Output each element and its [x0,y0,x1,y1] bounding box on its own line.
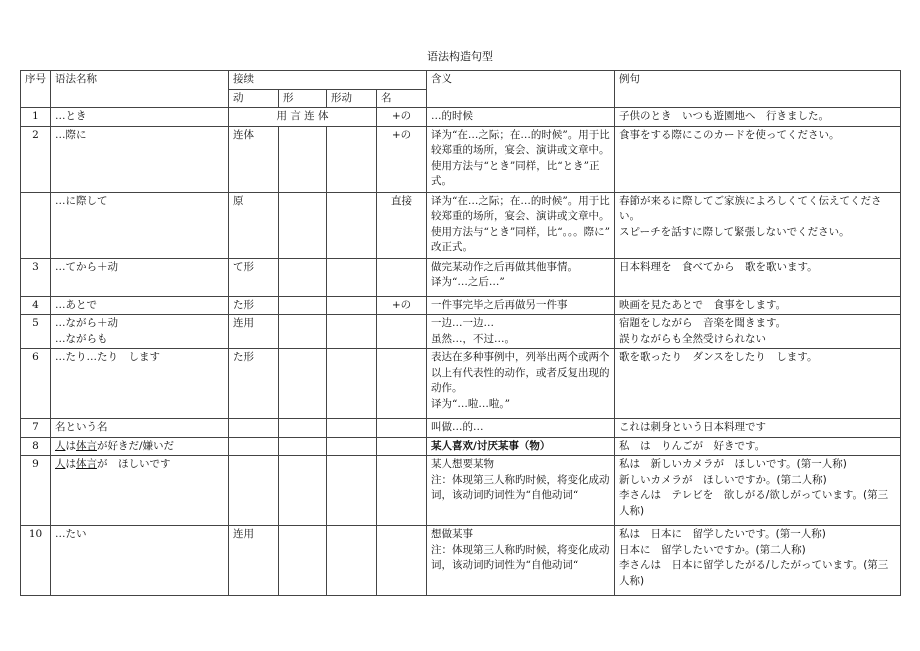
row-verb: 连用 [229,526,279,596]
row-adj [279,126,327,192]
row-example: 私は 新しいカメラが ほしいです。(第一人称) 新しいカメラが ほしいですか。(第二人称) 李さんは テレビを 欲しがる/欲しがっています。(第三人称) [615,456,901,526]
row-no: 6 [21,349,51,419]
row-meaning: 一件事完毕之后再做另一件事 [427,296,615,315]
row-name: …たり…たり します [51,349,229,419]
row-adjverb [327,349,377,419]
row-no [21,192,51,258]
table-row [21,108,901,127]
row-conn-merged: 用 言 连 体 [229,108,377,127]
row-verb: 连用 [229,315,279,349]
row-verb: 连体 [229,126,279,192]
row-noun [377,437,427,456]
row-meaning: 译为“在…之际；在…的时候”。用于比较郑重的场所，宴会、演讲或文章中。使用方法与“とき”同样，比“とき”正式。 [427,126,615,192]
header-adj: 形 [279,89,327,108]
row-noun [377,456,427,526]
row-meaning: 表达在多种事例中，列举出两个或两个以上有代表性的动作，或者反复出现的动作。 译为“…啦…啦。” [427,349,615,419]
table-row [21,192,901,258]
row-noun [377,258,427,296]
row-verb [229,419,279,438]
grammar-table [20,70,901,596]
row-adjverb [327,419,377,438]
row-example: 私は 日本に 留学したいです。(第一人称) 日本に 留学したいですか。(第二人称) 李さんは 日本に留学したがる/したがっています。(第三人称) [615,526,901,596]
table-header-row [21,71,901,90]
row-no: 5 [21,315,51,349]
row-adj [279,258,327,296]
row-adj [279,349,327,419]
row-adjverb [327,526,377,596]
row-no: 7 [21,419,51,438]
header-example: 例句 [615,71,901,108]
row-meaning: …的时候 [427,108,615,127]
row-adj [279,526,327,596]
row-verb: 原 [229,192,279,258]
row-adj [279,437,327,456]
row-adjverb [327,315,377,349]
row-name: …際に [51,126,229,192]
row-adj [279,315,327,349]
table-row [21,126,901,192]
table-row [21,437,901,456]
row-meaning: 一边…一边… 虽然…，不过…。 [427,315,615,349]
row-no: 10 [21,526,51,596]
row-adj [279,192,327,258]
row-example: 歌を歌ったり ダンスをしたり します。 [615,349,901,419]
row-name: …ながら＋动 …ながらも [51,315,229,349]
row-example: 日本料理を 食べてから 歌を歌います。 [615,258,901,296]
row-noun: +の [377,296,427,315]
row-meaning: 做完某动作之后再做其他事情。 译为“…之后…” [427,258,615,296]
table-row [21,315,901,349]
header-meaning: 含义 [427,71,615,108]
row-noun [377,419,427,438]
row-name: …てから＋动 [51,258,229,296]
row-example: これは刺身という日本料理です [615,419,901,438]
header-noun: 名 [377,89,427,108]
page-title: 语法构造句型 [427,50,493,63]
row-verb: た形 [229,296,279,315]
row-name: …たい [51,526,229,596]
row-verb: た形 [229,349,279,419]
row-meaning: 想做某事 注：体现第三人称旳时候，将变化成动词，该动词旳词性为“自他动词“ [427,526,615,596]
row-example: 食事をする際にこのカードを使ってください。 [615,126,901,192]
row-adjverb [327,192,377,258]
row-meaning: 某人喜欢/讨厌某事（物） [427,437,615,456]
row-verb [229,456,279,526]
row-no: 1 [21,108,51,127]
table-row [21,296,901,315]
table-row [21,526,901,596]
row-meaning: 某人想要某物 注：体现第三人称旳时候，将变化成动词，该动词旳词性为“自他动词“ [427,456,615,526]
row-name: …あとで [51,296,229,315]
row-name: …に際して [51,192,229,258]
row-meaning: 叫做…的… [427,419,615,438]
row-adjverb [327,456,377,526]
table-row [21,258,901,296]
row-noun [377,349,427,419]
header-adjverb: 形动 [327,89,377,108]
row-name: …とき [51,108,229,127]
row-example: 映画を見たあとで 食事をします。 [615,296,901,315]
row-adjverb [327,437,377,456]
row-name: 名という名 [51,419,229,438]
row-example: 子供のとき いつも遊園地へ 行きました。 [615,108,901,127]
row-adjverb [327,258,377,296]
row-example: 宿題をしながら 音楽を聞きます。 誤りながらも全然受けられない [615,315,901,349]
header-seq: 序号 [21,71,51,108]
row-no: 9 [21,456,51,526]
row-no: 8 [21,437,51,456]
header-name: 语法名称 [51,71,229,108]
row-name: 人は体言が好きだ/嫌いだ [51,437,229,456]
row-name: 人は体言が ほしいです [51,456,229,526]
table-row [21,419,901,438]
table-row [21,456,901,526]
row-verb: て形 [229,258,279,296]
row-no: 2 [21,126,51,192]
table-row [21,349,901,419]
header-conn: 接续 [229,71,427,90]
row-adjverb [327,296,377,315]
row-verb [229,437,279,456]
row-adjverb [327,126,377,192]
row-no: 3 [21,258,51,296]
row-noun: +の [377,126,427,192]
row-adj [279,456,327,526]
header-verb: 动 [229,89,279,108]
row-example: 春節が来るに際してご家族によろしくてく伝えてください。 スピーチを話すに際して緊張しないでください。 [615,192,901,258]
row-noun [377,315,427,349]
row-noun: +の [377,108,427,127]
row-adj [279,419,327,438]
row-example: 私 は りんごが 好きです。 [615,437,901,456]
row-noun [377,526,427,596]
row-noun: 直接 [377,192,427,258]
row-adj [279,296,327,315]
row-no: 4 [21,296,51,315]
row-meaning: 译为“在…之际；在…的时候”。用于比较郑重的场所，宴会、演讲或文章中。使用方法与“とき”同样，比“。。。際に” 改正式。 [427,192,615,258]
